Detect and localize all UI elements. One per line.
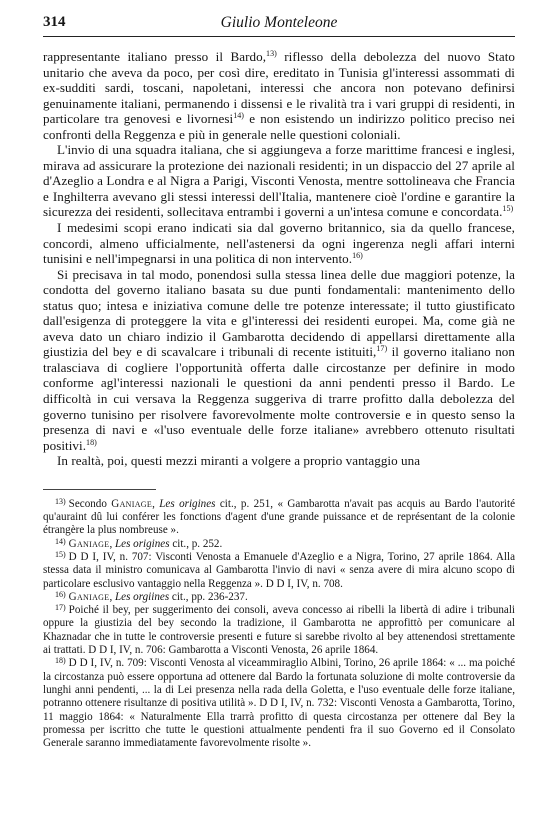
footnote — [43, 551, 515, 591]
footnote — [43, 604, 515, 657]
footnote-number: 16) — [55, 589, 66, 599]
page — [43, 14, 515, 750]
text-run: cit., p. 252. — [169, 537, 223, 550]
text-run: D D I, IV, n. 709: Visconti Venosta al viceammiraglio Albini, Torino, 26 aprile 1864: « ... ma poiché la circostanza può essere opportuna ad ottenere dal Bardo la fortunata soluzione di molte controversie da lunghi anni pendenti, ... la di Lei presenza nella rada della Goletta, e l'uso eventuale delle forze italiane, potranno ottenere risultanze di positiva utilità ». D D I, IV, n. 732: Visconti Venosta a Gambarotta, Torino, 11 maggio 1864: « Naturalmente Ella trarrà profitto di questa circostanza per ottenere dal Bey la promessa per iscritto che tutte le questioni attualmente pendenti fra il suo Governo ed il Consolato Generale saranno immediatamente favorevolmente risolte ». — [43, 657, 515, 750]
running-head: Giulio Monteleone — [220, 14, 338, 31]
text-run: I medesimi scopi erano indicati sia dal governo britannico, sia da quello francese, concordi, almeno ufficialmente, nell'astenersi da ogni ingerenza negli affari interni tunisini e nell'impegnarsi in una politica di non intervento. — [43, 220, 515, 267]
text-run: Si precisava in tal modo, ponendosi sulla stessa linea delle due maggiori potenze, la condotta del governo italiano basata su due punti fondamentali: mantenimento dello status quo; intesa e iniziativa comune delle tre potenze interessate; il tutto giustificato dall'esigenza di proteggere la vita e gl'interessi dei residenti europei. Ma, come già ne aveva dato un chiaro indizio il Gambarotta decidendo di appellarsi direttamente alla giustizia del bey e di scavalcare i tribunali di recente istituiti, — [43, 266, 515, 360]
text-run: In realtà, poi, questi mezzi miranti a volgere a proprio vantaggio una — [57, 453, 421, 469]
footnote — [43, 538, 515, 551]
footnote-number: 13) — [55, 496, 66, 506]
paragraph — [43, 220, 515, 267]
text-run: , — [109, 590, 115, 603]
text-run: Ganiage — [68, 590, 110, 603]
text-run: cit., p. 251, « Gambarotta n'avait pas acquis au Bardo l'autorité qu'auraint dû lui conférer les fonctions d'agent d'une grande puissance et de représentant de la colonie étrangère la plus nombreuse ». — [43, 497, 515, 537]
text-run: Secondo — [68, 497, 112, 510]
paragraph — [43, 142, 515, 220]
text-run: cit., pp. 236-237. — [169, 590, 248, 603]
footnote-ref: 17) — [376, 344, 388, 354]
footnote-number: 14) — [55, 536, 66, 546]
text-run: e non esistendo un indirizzo politico preciso nei confronti della Reggenza e più in generale nelle questioni coloniali. — [43, 111, 516, 142]
footnotes — [43, 498, 515, 751]
footnote-ref: 18) — [86, 437, 97, 447]
footnote-number: 17) — [55, 603, 66, 613]
footnote — [43, 498, 515, 538]
main-text — [43, 49, 515, 469]
text-run: Les orgiines — [115, 590, 170, 603]
text-run: , — [152, 497, 160, 510]
text-run: rappresentante italiano presso il Bardo, — [43, 49, 267, 64]
text-run: Les origines — [159, 497, 216, 510]
footnote-number: 18) — [55, 656, 66, 666]
footnote-ref: 14) — [233, 111, 245, 121]
text-run: Poiché il bey, per suggerimento dei consoli, aveva concesso ai ribelli la libertà di adire i tribunali oppure la giustizia del bey secondo la tradizione, il Gambarotta ne approfittò per comunicare al Khaznadar che in tutte le controversie presenti e future si sarebbe rivolto al bey attenendosi strettamente ai trattati. D D I, IV, n. 706: Gambarotta a Visconti Venosta, 26 aprile 1864. — [43, 604, 515, 657]
paragraph — [43, 49, 515, 142]
page-header — [43, 14, 515, 37]
text-run: L'invio di una squadra italiana, che si aggiungeva a forze marittime francesi e inglesi, mirava ad assicurare la protezione dei nazionali residenti; in un dispaccio del 27 aprile al d'Azeglio a Londra e al Nigra a Parigi, Visconti Venosta, mentre sottolineava che Francia e Inghilterra avevano gli stessi interessi dell'Italia, mantenere cioè l'ordine e garantire la sicurezza dei residenti, sollecitava entrambi i governi a un'intesa comune e concordata. — [43, 142, 515, 220]
text-run: D D I, IV, n. 707: Visconti Venosta a Emanuele d'Azeglio e a Nigra, Torino, 27 aprile 1864. Alla stessa data il ministro comunicava al Gambarotta l'invio di navi « senza avere di mira alcuno scopo di particolare esclusivo vantaggio nella Reggenza ». D D I, IV, n. 708. — [43, 550, 515, 590]
footnote-ref: 16) — [352, 251, 363, 261]
text-run: Ganiage — [68, 537, 110, 550]
footnote-ref: 13) — [266, 49, 277, 58]
paragraph — [43, 267, 515, 454]
text-run: il governo italiano non tralasciava di cogliere l'opportunità offerta dalle circostanze per definire in modo conforme agl'interessi nazionali le questioni da anni pendenti presso il Bardo. Le difficoltà in cui versava la Reggenza suggeriva di trarre profitto dalla debolezza del governo tunisino per risolvere favorevolmente molte controversie e in questo senso la presenza di navi e «l'uso eventuale delle forze italiane» avrebbero ottenuto risultati positivi. — [43, 344, 516, 453]
text-run: riflesso della debolezza del nuovo Stato unitario che aveva da poco, per così dire, ereditato in Tunisia gl'interessi assommati di ex-sudditi sardi, toscani, napoletani, interessi che ancora non potevano definirsi genuinamente italiani, permanendo i dissensi e le rivalità tra i vari gruppi di residenti, in particolare tra genovesi e livornesi — [43, 49, 515, 127]
text-run: Les origines — [115, 537, 170, 550]
footnote — [43, 657, 515, 750]
paragraph — [43, 453, 515, 469]
footnote-number: 15) — [55, 549, 66, 559]
text-run: , — [109, 537, 115, 550]
page-number: 314 — [43, 14, 66, 30]
text-run: Ganiage — [111, 497, 153, 510]
footnote-ref: 15) — [502, 204, 514, 214]
footnote-separator — [43, 489, 156, 490]
footnote — [43, 591, 515, 604]
